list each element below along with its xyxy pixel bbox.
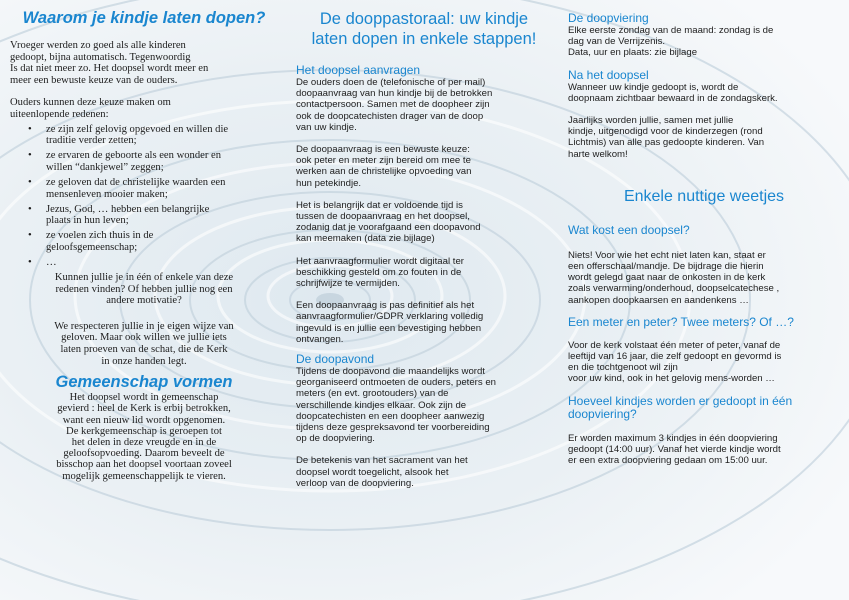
heading-useful-facts: Enkele nuttige weetjes xyxy=(623,187,785,205)
text-line: bisschop aan het doopsel voortaan zoveel xyxy=(56,459,232,471)
text-line: Elke eerste zondag van de maand: zondag is de xyxy=(568,25,774,36)
how-many-paragraph xyxy=(568,433,840,467)
text-line: Het doopsel wordt in gemeenschap xyxy=(69,392,219,404)
request-paragraph xyxy=(296,200,552,245)
text-line: ontvangen. xyxy=(296,333,344,345)
text-line: Jezus, God, … hebben een belangrijke xyxy=(46,203,210,215)
text-line: Het is belangrijk dat er voldoende tijd is xyxy=(296,199,463,211)
text-line: beschikking gesteld om zo fouten in de xyxy=(296,266,462,278)
evening-paragraph xyxy=(296,366,552,444)
text-line: Kunnen jullie je in één of enkele van deze xyxy=(54,272,234,284)
heading-why-baptize: Waarom je kindje laten dopen? xyxy=(22,9,266,27)
evening-paragraph xyxy=(296,455,552,489)
text-line: ze ervaren de geboorte als een wonder en xyxy=(46,150,221,162)
text-line: meer een bewuste keuze van de ouders. xyxy=(10,74,178,86)
text-line: geloofsgemeenschap; xyxy=(46,241,138,253)
text-line: Is dat niet meer zo. Het doopsel wordt meer en xyxy=(10,63,209,75)
text-line: Tijdens de doopavond die maandelijks wordt xyxy=(296,366,485,378)
text-line: laten proeven van de schat, die de Kerk xyxy=(60,344,228,356)
text-line: doopsel wordt toegelicht, alsook het xyxy=(296,466,449,478)
question-paragraph xyxy=(10,272,278,307)
text-line: mogelijk gemeenschappelijk te vieren. xyxy=(62,470,226,482)
text-line: Voor de kerk volstaat één meter of peter, vanaf de xyxy=(568,339,781,351)
text-line: Data, uur en plaats: zie bijlage xyxy=(568,47,698,59)
request-paragraph xyxy=(296,144,552,189)
text-line: ingevuld is en jullie een bevestiging hebben xyxy=(296,322,482,334)
text-line: en die tochtgenoot wil zijn xyxy=(568,362,678,374)
text-line: doopcatechisten en een doopheer aanwezig xyxy=(296,410,485,422)
text-line: verschillende kindjes elkaar. Ook zijn de xyxy=(296,399,467,411)
text-line: ook de doopcatechisten drager van de doop xyxy=(296,110,484,122)
text-line: laten dopen in enkele stappen! xyxy=(311,29,537,48)
respect-paragraph xyxy=(10,321,278,367)
text-line: plaats in hun leven; xyxy=(46,215,129,227)
text-line: Vroeger werden zo goed als alle kinderen xyxy=(10,40,186,51)
heading-after-baptism: Na het doopsel xyxy=(568,67,649,82)
text-line: redenen vinden? Of hebben jullie nog een xyxy=(55,283,233,295)
text-line: Hoeveel kindjes worden er gedoopt in één xyxy=(568,393,793,408)
text-line: willen “dankjewel” zeggen; xyxy=(46,161,164,173)
text-line: hun petekindje. xyxy=(296,177,362,189)
text-line: geloven. Maar ook willen we jullie iets xyxy=(61,332,227,344)
text-line: Jaarlijks worden jullie, samen met jullie xyxy=(568,115,734,127)
list-item xyxy=(46,124,278,147)
text-line: De ouders doen de (telefonische of per mail) xyxy=(296,77,486,88)
text-line: op de doopviering. xyxy=(296,433,375,445)
text-line: kindje, uitgenodigd voor de kinderzegen (rond xyxy=(568,126,763,138)
after-paragraph xyxy=(568,115,840,160)
text-line: gedoopt (14:00 uur). Vanaf het vierde kindje wordt xyxy=(568,443,781,455)
list-item xyxy=(46,177,278,200)
text-line: Een doopaanvraag is pas definitief als het xyxy=(296,300,475,312)
text-line: zoals verwarming/onderhoud, doopselcatechese , xyxy=(568,283,780,295)
text-line: doopviering? xyxy=(568,406,637,421)
text-line: want een nieuw lid wordt opgenomen. xyxy=(62,414,226,426)
text-line: ook peter en meter zijn bereid om mee te xyxy=(296,155,471,167)
column-pastoral-steps xyxy=(296,10,552,489)
text-line: georganiseerd ontmoeten de ouders, peters en xyxy=(296,377,497,389)
text-line: tussen de doopaanvraag en het doopsel, xyxy=(296,211,470,223)
text-line: Niets! Voor wie het echt niet laten kan, staat er xyxy=(568,249,766,261)
cost-paragraph xyxy=(568,250,840,306)
text-line: andere motivatie? xyxy=(106,295,182,307)
heading-request: Het doopsel aanvragen xyxy=(296,63,421,77)
intro-paragraph xyxy=(10,40,278,86)
heading-evening: De doopavond xyxy=(296,352,375,367)
heading-pastoral xyxy=(296,10,552,49)
text-line: aanvraagformulier/GDPR verklaring volledig xyxy=(296,311,484,323)
column-celebration-facts xyxy=(568,12,840,466)
text-line: Ouders kunnen deze keuze maken om xyxy=(10,97,171,109)
text-line: De doopaanvraag is een bewuste keuze: xyxy=(296,144,470,156)
text-line: mensenleven mooier maken; xyxy=(46,188,168,200)
text-line: er een extra doopviering gedaan om 15:00 uur. xyxy=(568,455,768,467)
list-item xyxy=(46,230,278,253)
text-line: We respecteren jullie in je eigen wijze van xyxy=(54,320,234,332)
text-line: meters (en evt. grootouders) van de xyxy=(296,388,449,400)
text-line: in onze handen legt. xyxy=(101,355,187,367)
text-line: Lichtmis) van alle pas gedoopte kinderen. Van xyxy=(568,137,765,149)
request-paragraph xyxy=(296,77,552,133)
text-line: voor uw kind, ook in het gelovig mens-worden … xyxy=(568,373,775,385)
request-paragraph xyxy=(296,256,552,290)
heading-celebration: De doopviering xyxy=(568,11,649,25)
text-line: doopaanvraag van hun kindje bij de betrokken xyxy=(296,88,493,100)
list-item xyxy=(46,204,278,227)
text-line: schrijfwijze te vermijden. xyxy=(296,278,400,290)
text-line: … xyxy=(46,257,57,268)
text-line: kan meemaken (data zie bijlage) xyxy=(296,233,435,245)
text-line: Het aanvraagformulier wordt digitaal ter xyxy=(296,255,464,267)
text-line: geloofsopvoeding. Daarom beveelt de xyxy=(63,448,225,460)
text-line: van uw kindje. xyxy=(296,121,357,133)
text-line: ze zijn zelf gelovig opgevoed en willen die xyxy=(46,123,229,135)
community-paragraph xyxy=(10,392,278,482)
text-line: De betekenis van het sacrament van het xyxy=(296,455,468,467)
heading-godparents: Een meter en peter? Twee meters? Of …? xyxy=(568,314,794,329)
text-line: zodanig dat je voorafgaand een doopavond xyxy=(296,222,481,234)
reasons-intro xyxy=(10,97,278,120)
godparent-paragraph xyxy=(568,340,840,385)
text-line: traditie verder zetten; xyxy=(46,135,137,147)
text-line: Er worden maximum 3 kindjes in één doopviering xyxy=(568,432,778,444)
text-line: uiteenlopende redenen: xyxy=(10,108,109,120)
after-paragraph xyxy=(568,82,840,104)
text-line: wordt gelegd gaat naar de onkosten in de kerk xyxy=(568,272,766,284)
heading-cost: Wat kost een doopsel? xyxy=(568,222,690,237)
heading-how-many xyxy=(568,395,840,421)
text-line: ze geloven dat de christelijke waarden een xyxy=(46,176,226,188)
text-line: contactpersoon. Samen met de doopheer zijn xyxy=(296,99,490,111)
text-line: verloop van de doopviering. xyxy=(296,477,414,489)
text-line: aankopen doopkaarsen en aandenkens … xyxy=(568,294,749,306)
heading-community: Gemeenschap vormen xyxy=(55,373,233,392)
text-line: gevierd : heel de Kerk is erbij betrokken, xyxy=(57,403,231,415)
text-line: werken aan de christelijke opvoeding van xyxy=(296,166,472,178)
reasons-list xyxy=(10,124,278,269)
list-item xyxy=(46,257,278,269)
list-item xyxy=(46,150,278,173)
text-line: Wanneer uw kindje gedoopt is, wordt de xyxy=(568,81,739,93)
text-line: De dooppastoraal: uw kindje xyxy=(319,10,529,28)
celebration-paragraph xyxy=(568,25,840,59)
text-line: dag van de Verrijzenis. xyxy=(568,36,666,48)
text-line: doopnaam zichtbaar bewaard in de zondagskerk. xyxy=(568,92,778,104)
text-line: het delen in deze vreugde en in de xyxy=(71,437,217,449)
text-line: ze voelen zich thuis in de xyxy=(46,230,154,242)
text-line: De kerkgemeenschap is geroepen tot xyxy=(66,425,222,437)
text-line: leeftijd van 16 jaar, die zelf gedoopt en gevormd is xyxy=(568,351,782,363)
text-line: gedoopt, bijna automatisch. Tegenwoordig xyxy=(10,51,191,63)
request-paragraph xyxy=(296,300,552,345)
text-line: harte welkom! xyxy=(568,148,628,160)
text-line: tijdens deze gespreksavond ter voorbereiding xyxy=(296,422,490,434)
text-line: een offerschaal/mandje. De bijdrage die hierin xyxy=(568,261,764,273)
column-why-baptize xyxy=(10,8,278,482)
